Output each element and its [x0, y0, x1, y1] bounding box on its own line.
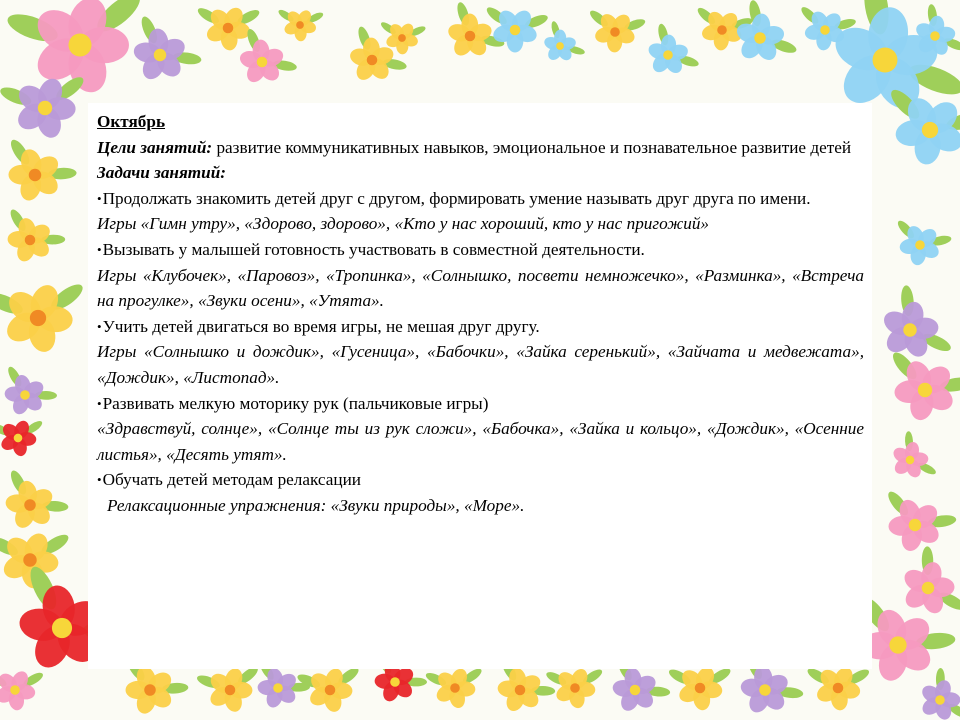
flower-icon: [889, 349, 960, 422]
flower-icon: [900, 546, 960, 616]
task-item: • Учить детей двигаться во время игры, не мешая друг другу.: [97, 314, 864, 340]
flower-icon: [891, 431, 938, 480]
flower-icon: [4, 365, 57, 417]
flower-icon: [132, 14, 202, 83]
flower-icon: [543, 20, 586, 62]
flower-icon: [805, 664, 871, 711]
month-heading: Октябрь: [97, 112, 166, 131]
flower-icon: [667, 664, 733, 711]
goals-label: Цели занятий:: [97, 137, 213, 157]
flower-icon: [0, 73, 87, 140]
flower-icon: [0, 668, 45, 711]
games-list: Игры «Гимн утру», «Здорово, здорово», «Кто у нас хороший, кто у нас пригожий»: [97, 214, 710, 234]
flower-icon: [424, 666, 484, 710]
games-list: Игры «Солнышко и дождик», «Гусеница», «Бабочки», «Зайка серенький», «Зайчата и медвежата», «Дождик», «Листопад».: [97, 342, 864, 387]
flower-icon: [8, 137, 77, 203]
goals-text: развитие коммуникативных навыков, эмоциональное и познавательное развитие детей: [212, 137, 852, 157]
flower-icon: [919, 668, 960, 720]
flower-icon: [734, 0, 798, 64]
flower-icon: [913, 4, 960, 58]
games-list: Игры «Клубочек», «Паровоз», «Тропинка», «Солнышко, посвети немножечко», «Разминка», «Встреча на прогулке», «Звуки осени», «Утята».: [97, 265, 864, 311]
task-item: • Обучать детей методам релаксации: [97, 467, 864, 493]
tasks-label: Задачи занятий:: [97, 163, 227, 183]
games-list: «Здравствуй, солнце», «Солнце ты из рук сложи», «Бабочка», «Зайка и кольцо», «Дождик», «Осенние листья», «Десять утят».: [97, 419, 864, 464]
games-list: Релаксационные упражнения: «Звуки природы», «Море».: [107, 495, 525, 515]
flower-icon: [588, 8, 647, 53]
flower-icon: [895, 218, 952, 266]
flower-icon: [5, 468, 69, 531]
task-item: • Вызывать у малышей готовность участвовать в совместной деятельности.: [97, 237, 864, 263]
flower-icon: [885, 489, 957, 553]
flower-icon: [277, 8, 325, 42]
flower-icon: [646, 23, 700, 76]
flower-icon: [0, 418, 44, 457]
task-item: • Развивать мелкую моторику рук (пальчиковые игры): [97, 391, 864, 417]
flower-icon: [7, 207, 65, 264]
task-item: • Продолжать знакомить детей друг с другом, формировать умение называть друг друга по имени.: [97, 186, 864, 212]
text-panel: [88, 103, 872, 669]
flower-icon: [887, 86, 960, 166]
goals-paragraph: [97, 135, 864, 161]
flower-icon: [195, 664, 260, 714]
flower-icon: [544, 666, 604, 709]
flower-icon: [0, 280, 86, 355]
flower-icon: [880, 285, 953, 361]
